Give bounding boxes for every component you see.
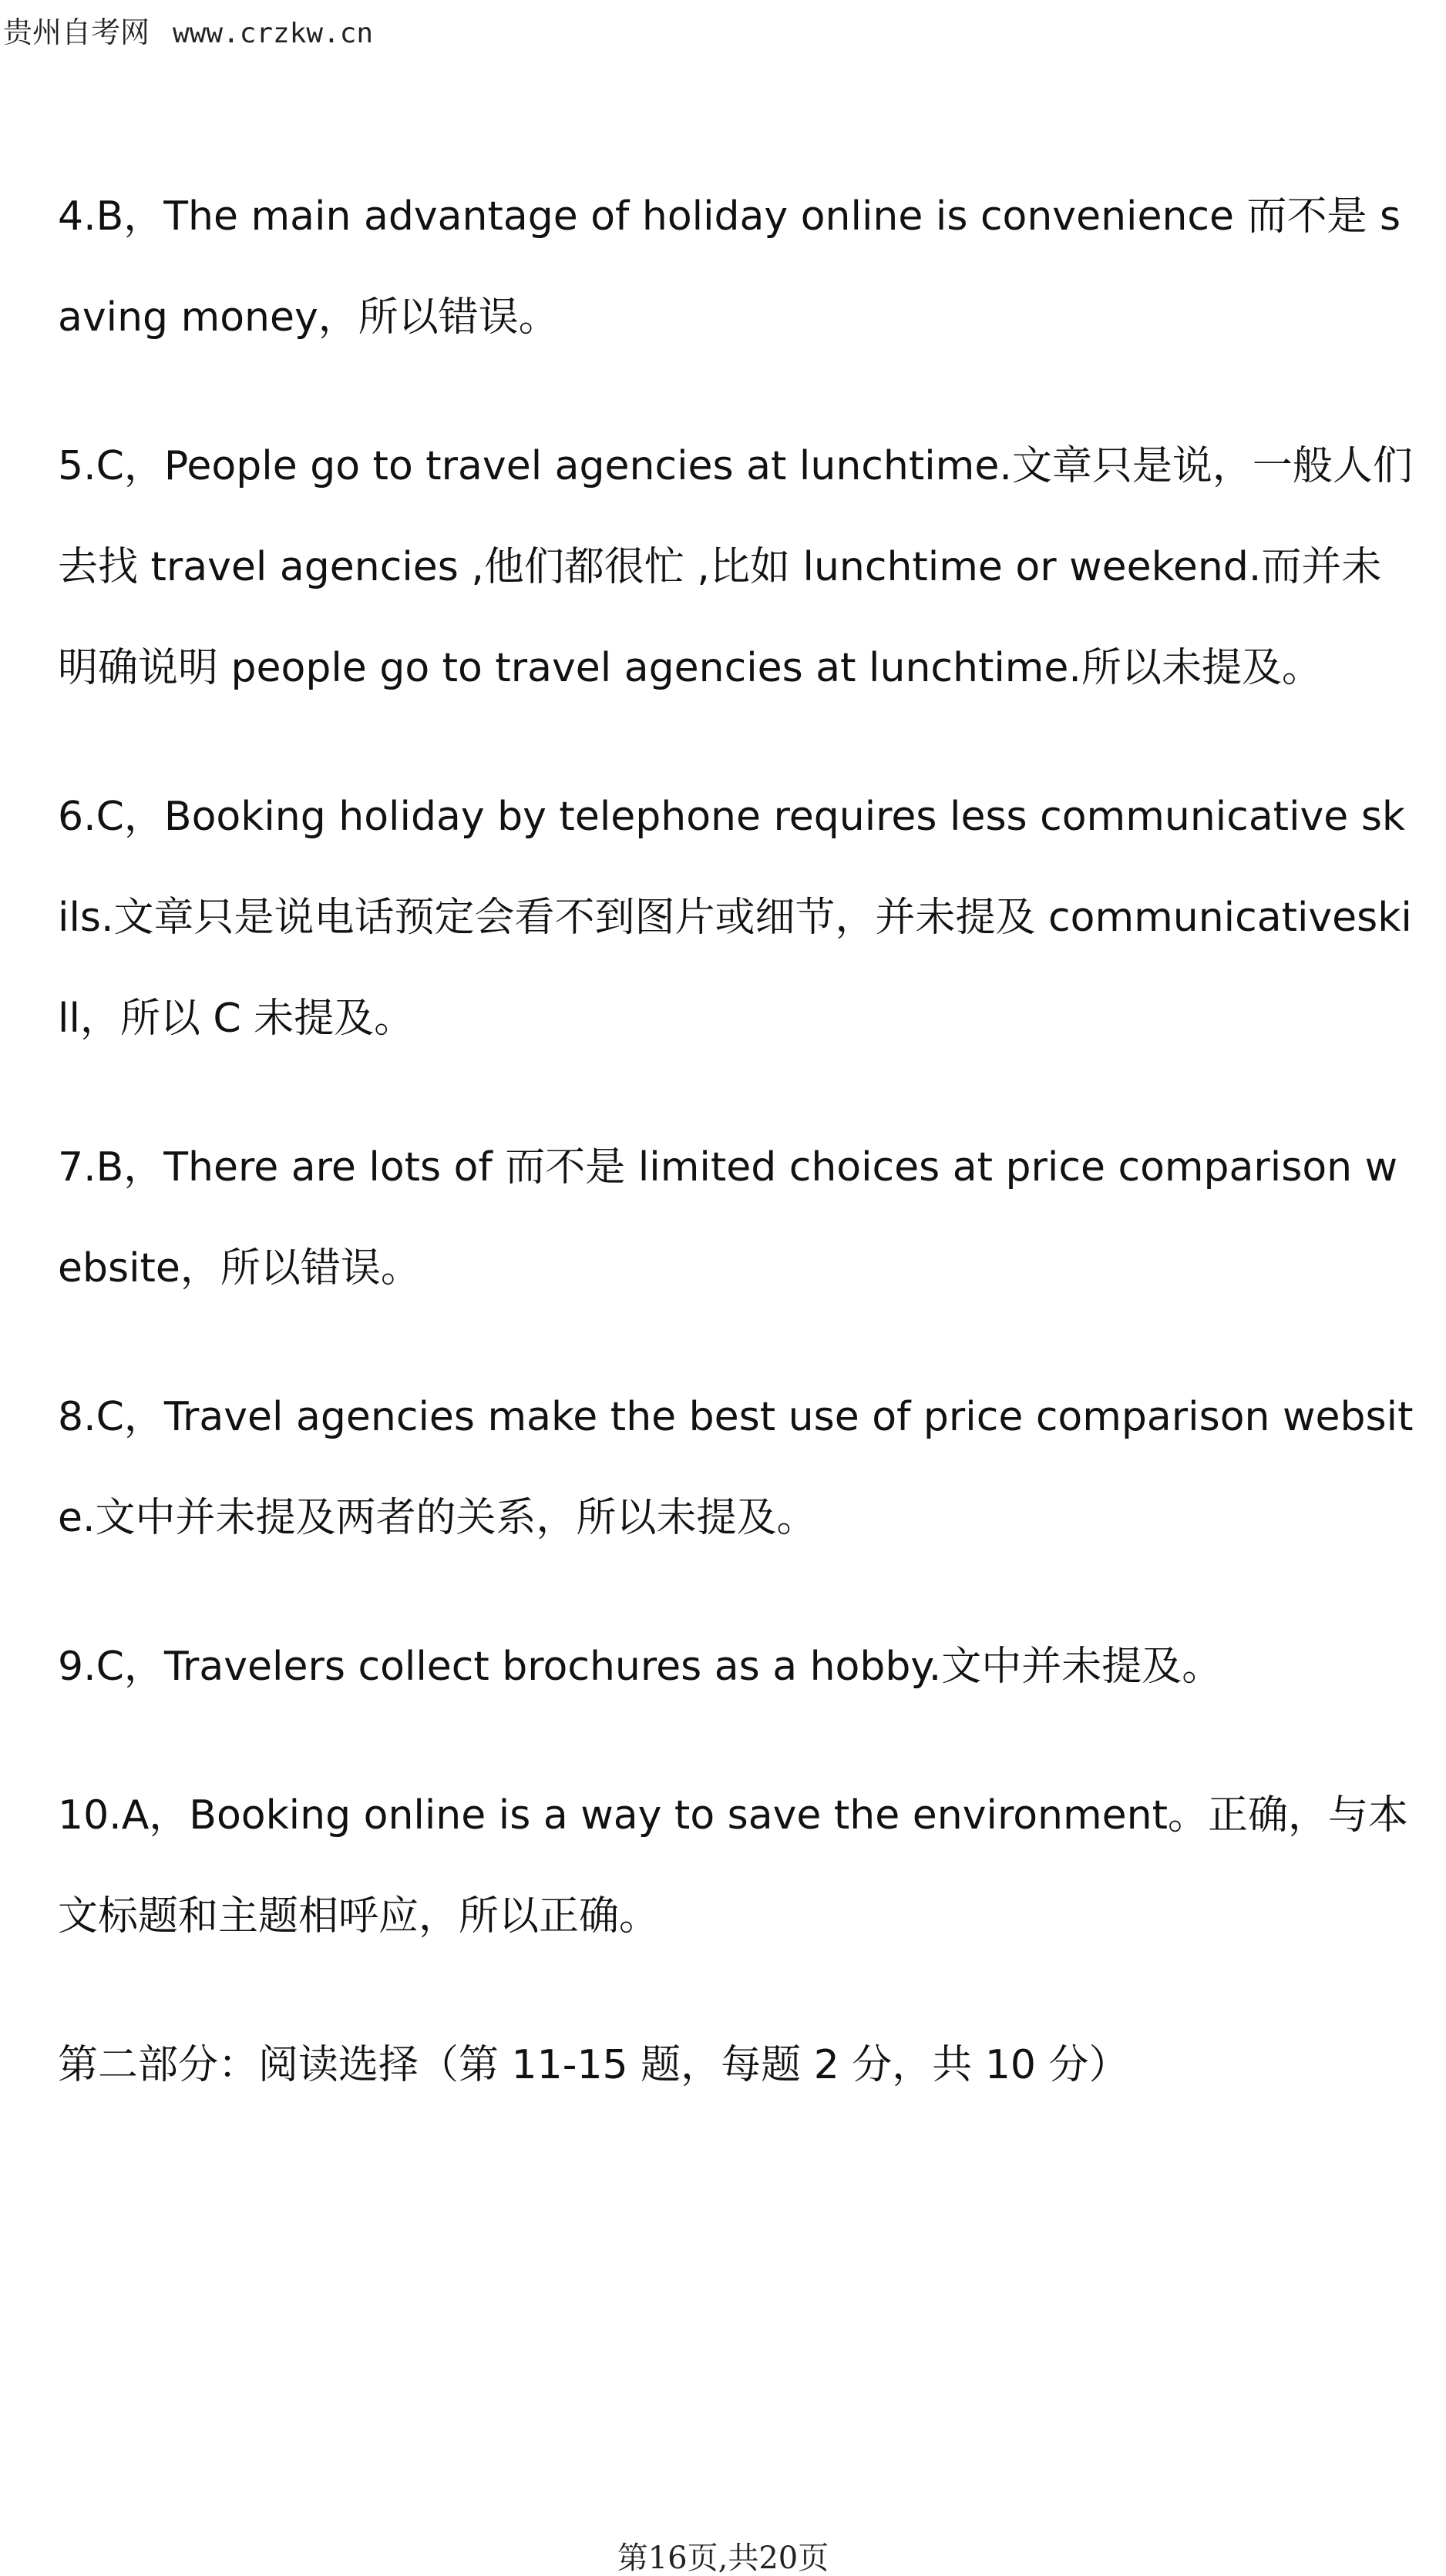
site-name: 贵州自考网 xyxy=(3,15,150,49)
answer-item-8: 8.C，Travel agencies make the best use of price comparison website.文中并未提及两者的关系，所以未提及。 xyxy=(58,1394,1414,1541)
page-number: 第16页,共20页 xyxy=(617,2541,829,2576)
site-url[interactable]: www.crzkw.cn xyxy=(173,18,374,49)
answer-item-4: 4.B，The main advantage of holiday online is convenience 而不是 saving money，所以错误。 xyxy=(58,193,1401,341)
page-header xyxy=(3,11,373,55)
section-heading: 第二部分：阅读选择（第 11-15 题，每题 2 分，共 10 分） xyxy=(58,2042,1129,2088)
answer-item-6: 6.C，Booking holiday by telephone requires less communicative skils.文章只是说电话预定会看不到图片或细节，并未提及 communicativeskill，所以 C 未提及。 xyxy=(58,794,1412,1042)
answer-item-7: 7.B，There are lots of 而不是 limited choices at price comparison website，所以错误。 xyxy=(58,1144,1398,1291)
answer-item-5: 5.C，People go to travel agencies at lunchtime.文章只是说，一般人们去找 travel agencies ,他们都很忙 ,比如 lunchtime or weekend.而并未明确说明 people go to travel agencies at lunchtime.所以未提及。 xyxy=(58,443,1413,691)
answer-item-10: 10.A，Booking online is a way to save the environment。正确，与本文标题和主题相呼应，所以正确。 xyxy=(58,1792,1408,1940)
document-body xyxy=(58,166,1414,2116)
answer-item-9: 9.C，Travelers collect brochures as a hobby.文中并未提及。 xyxy=(58,1644,1222,1690)
